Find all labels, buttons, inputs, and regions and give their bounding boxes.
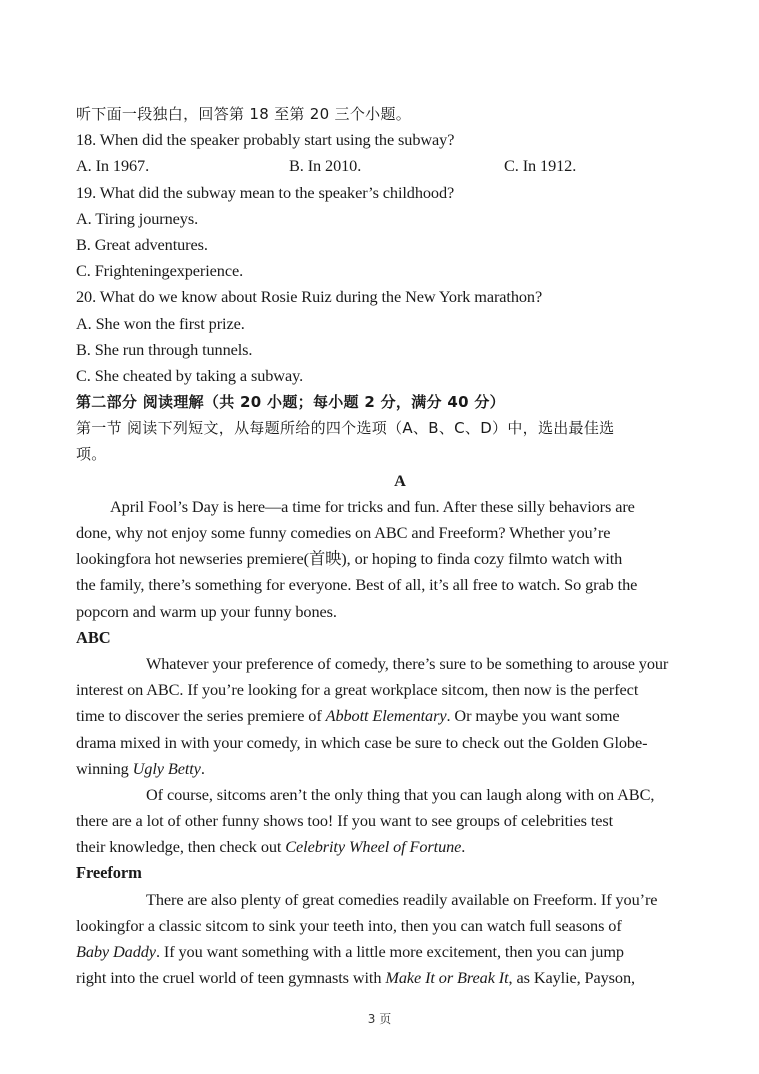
text: right into the cruel world of teen gymnasts with [76, 968, 386, 988]
text: . [200, 758, 205, 778]
show-title: Celebrity Wheel of Fortune [285, 837, 462, 857]
page-content [76, 101, 724, 991]
freeform-paragraph-line: There are also plenty of great comedies readily available on Freeform. If you’re [146, 889, 658, 909]
intro-line: lookingfora hot newseries premiere(首映), or hoping to finda cozy filmto watch with [76, 549, 623, 569]
intro-line: popcorn and warm up your funny bones. [76, 601, 337, 621]
intro-line: April Fool’s Day is here—a time for tricks and fun. After these silly behaviors are [110, 496, 635, 516]
question-18: 18. When did the speaker probably start using the subway? [76, 130, 455, 150]
show-title: Abbott Elementary [325, 706, 447, 726]
text: their knowledge, then check out [76, 837, 286, 857]
section-instruction-cont: 项。 [76, 445, 107, 464]
option-b: B. In 2010. [289, 156, 362, 176]
show-title: Baby Daddy [76, 942, 156, 961]
freeform-heading: Freeform [76, 863, 142, 883]
abc-paragraph-line: interest on ABC. If you’re looking for a great workplace sitcom, then now is the perfect [76, 680, 639, 700]
passage-label: A [394, 470, 406, 490]
option-a: A. In 1967. [76, 156, 150, 176]
freeform-paragraph-line: lookingfor a classic sitcom to sink your teeth into, then you can watch full seasons of [76, 915, 622, 935]
abc-paragraph-line: drama mixed in with your comedy, in which case be sure to check out the Golden Globe- [76, 732, 648, 752]
show-title: Ugly Betty [132, 758, 201, 778]
question-19: 19. What did the subway mean to the speaker’s childhood? [76, 182, 455, 202]
option-b: B. Great adventures. [76, 234, 208, 254]
option-b: B. She run through tunnels. [76, 339, 253, 359]
text: . If you want something with a little more excitement, then you can jump [155, 942, 624, 961]
show-title: Make It or Break It [385, 968, 509, 988]
text: . Or maybe you want some [446, 706, 620, 726]
question-18-options [76, 153, 724, 179]
text: . [461, 837, 466, 857]
abc-paragraph-line: Whatever your preference of comedy, there’s sure to be something to arouse your [146, 653, 669, 673]
option-c: C. Frighteningexperience. [76, 261, 244, 281]
option-a: A. Tiring journeys. [76, 208, 199, 228]
text: winning [76, 758, 133, 778]
abc-paragraph-line: there are a lot of other funny shows too! If you want to see groups of celebrities test [76, 811, 614, 831]
freeform-paragraph-line [76, 965, 724, 991]
section-instruction: 第一节 阅读下列短文，从每题所给的四个选项（A、B、C、D）中，选出最佳选 [76, 419, 615, 438]
abc-heading: ABC [76, 627, 111, 647]
page-number: 3 页 [367, 1012, 392, 1026]
option-c: C. In 1912. [504, 156, 577, 176]
abc-paragraph-line [76, 703, 724, 729]
abc-paragraph-line: Of course, sitcoms aren’t the only thing that you can laugh along with on ABC, [146, 784, 655, 804]
abc-paragraph-line [76, 834, 724, 860]
option-a: A. She won the first prize. [76, 313, 245, 333]
option-c: C. She cheated by taking a subway. [76, 365, 304, 385]
intro-line: done, why not enjoy some funny comedies on ABC and Freeform? Whether you’re [76, 523, 611, 542]
question-20: 20. What do we know about Rosie Ruiz during the New York marathon? [76, 287, 543, 307]
text: time to discover the series premiere of [76, 706, 326, 726]
freeform-paragraph-line [76, 939, 724, 965]
abc-paragraph-line [76, 756, 724, 782]
listening-instruction: 听下面一段独白，回答第 18 至第 20 三个小题。 [76, 105, 412, 123]
text: , as Kaylie, Payson, [508, 968, 635, 988]
part-title: 第二部分 阅读理解（共 20 小题；每小题 2 分，满分 40 分） [76, 393, 505, 412]
intro-line: the family, there’s something for everyone. Best of all, it’s all free to watch. So grab the [76, 575, 638, 595]
